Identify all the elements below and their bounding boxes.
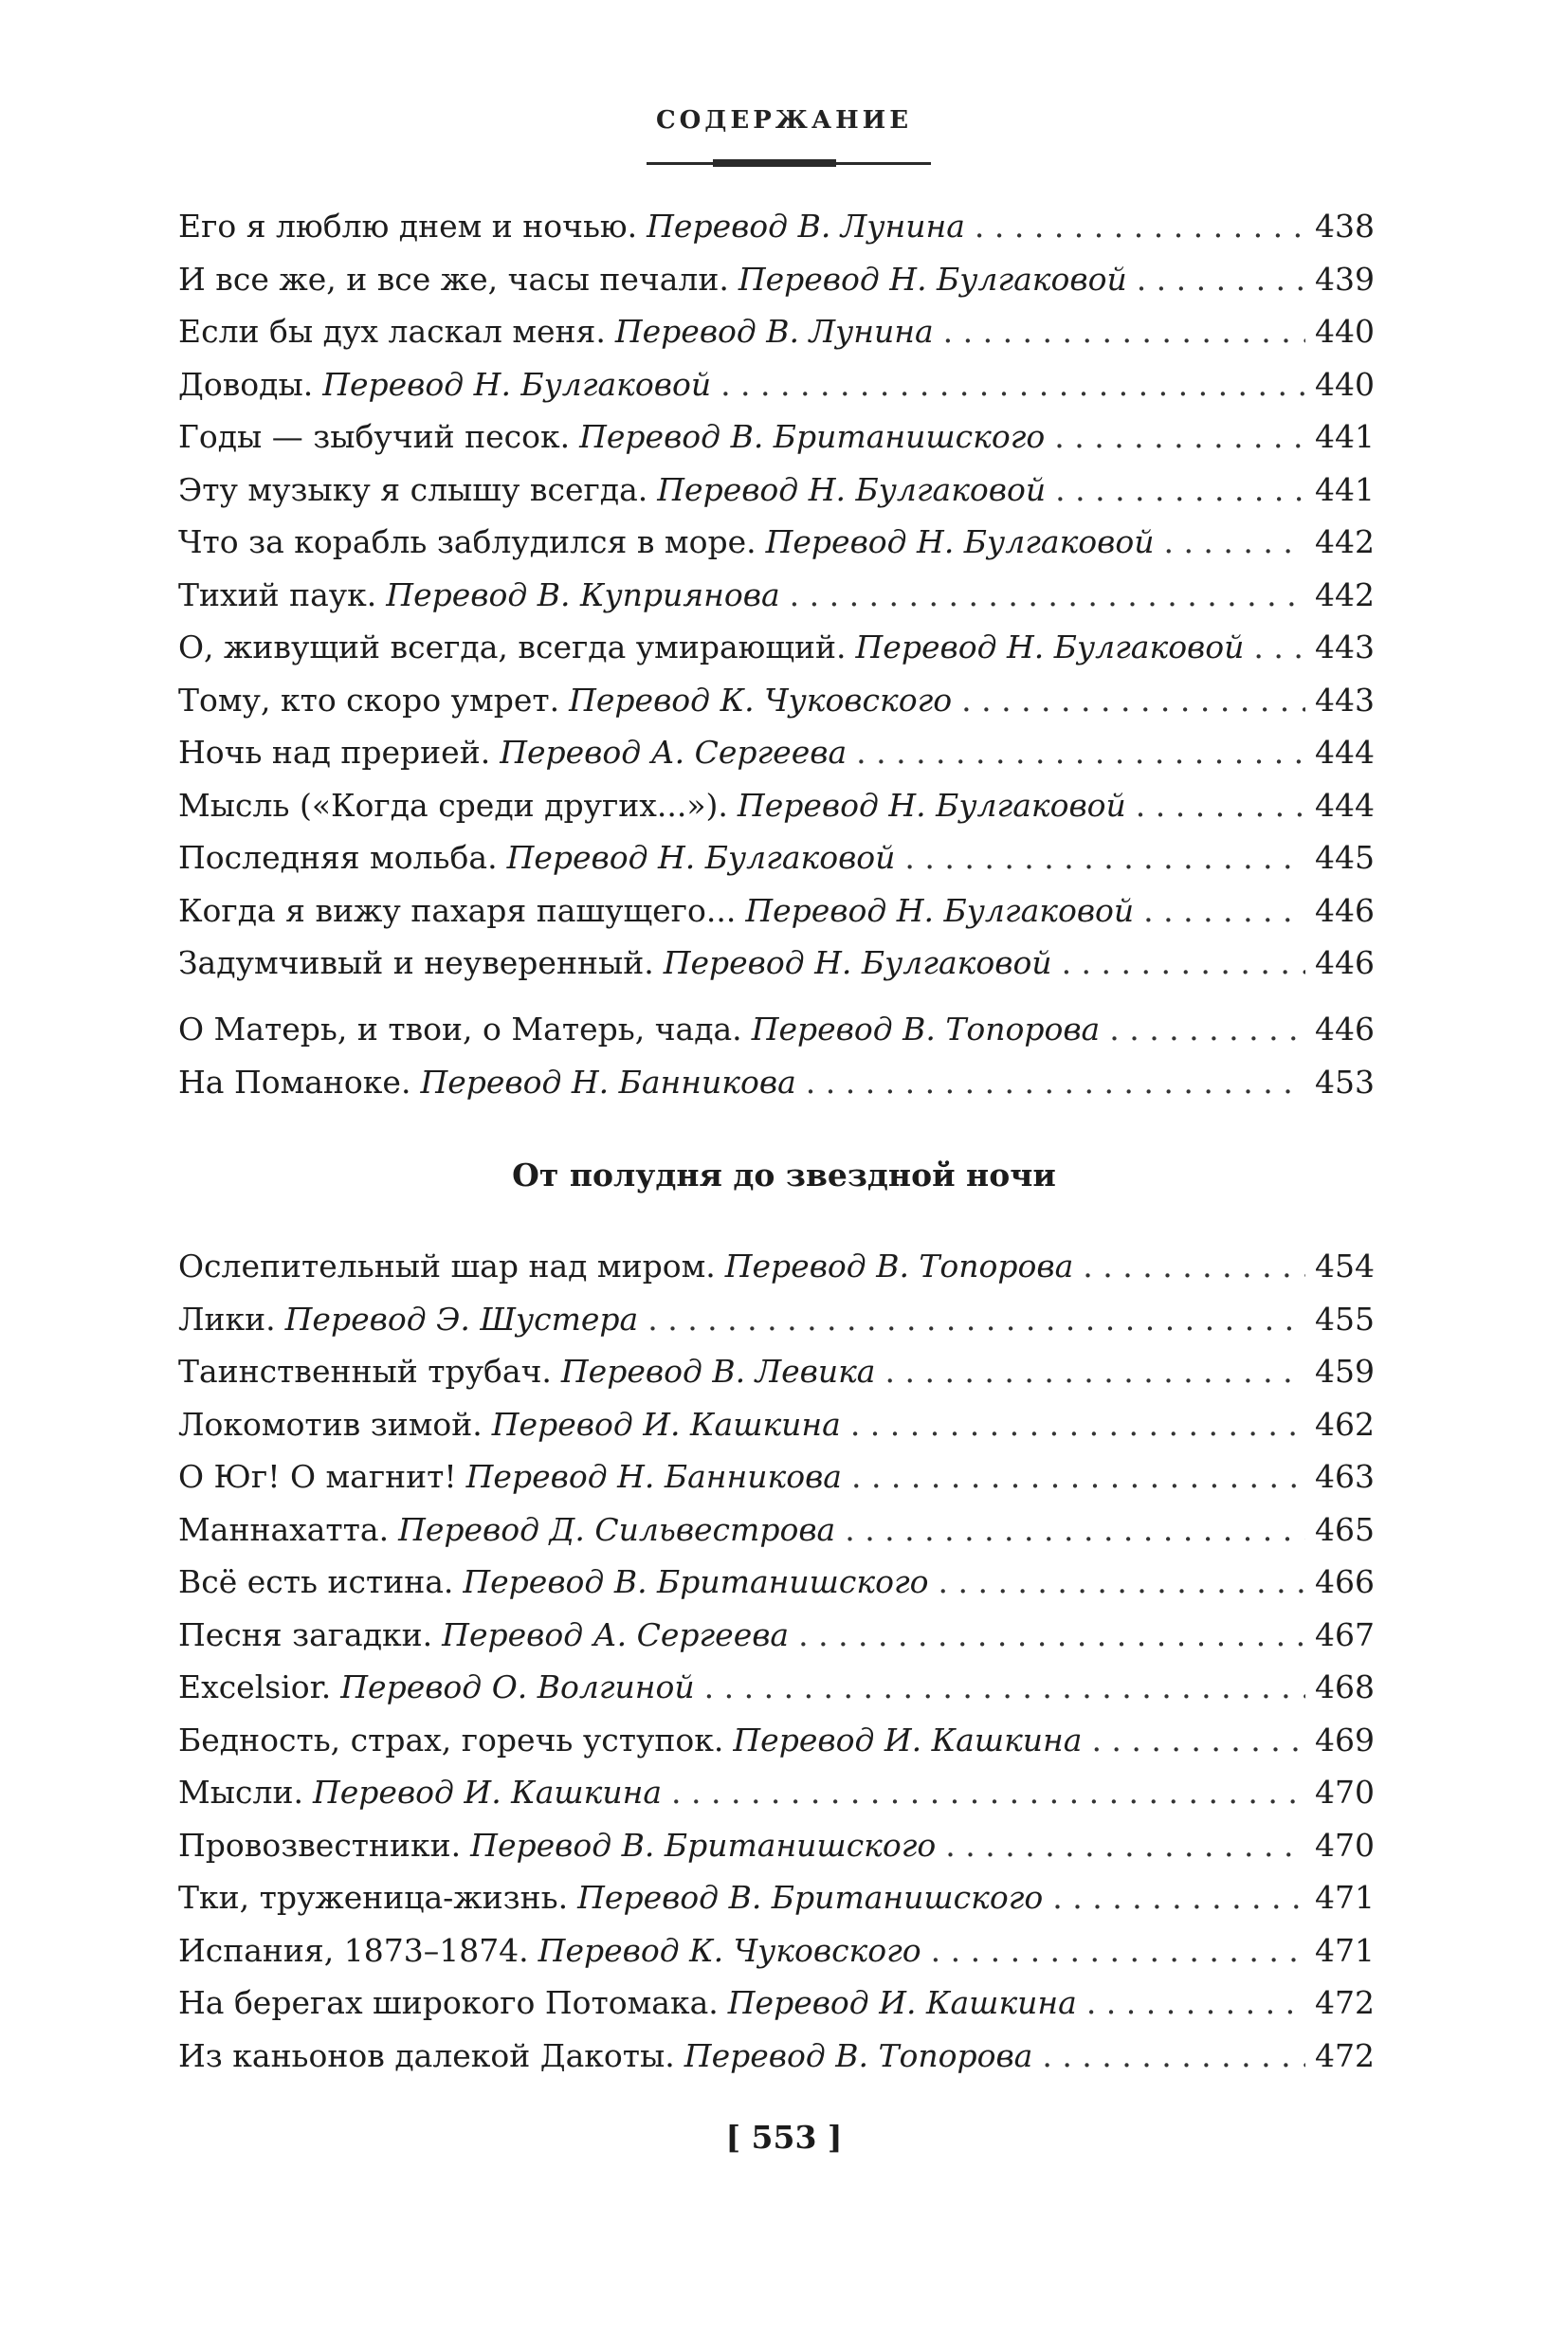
toc-entry-page: 441: [1315, 418, 1375, 455]
toc-entry-translator: Перевод Э. Шустера: [284, 1300, 639, 1338]
dot-leader: [975, 200, 1305, 252]
dot-leader: [931, 1924, 1305, 1977]
toc-entry-translator: Перевод Н. Булгаковой: [738, 260, 1127, 298]
toc-entry-title: Лики.: [178, 1300, 276, 1338]
toc-entry-page: 446: [1315, 944, 1375, 981]
toc-entry-translator: Перевод Д. Сильвестрова: [398, 1510, 836, 1548]
toc-entry-title: Если бы дух ласкал меня.: [178, 313, 606, 350]
header-rule-accent: [713, 159, 836, 167]
toc-entry: [178, 200, 1375, 253]
toc-entry: [178, 1504, 1375, 1557]
dot-leader: [961, 674, 1305, 726]
toc-entry-translator: Перевод Н. Булгаковой: [322, 365, 712, 403]
section-heading: От полудня до звездной ночи: [512, 1157, 1056, 1194]
toc-entry-page: 470: [1315, 1826, 1375, 1864]
toc-entry-translator: Перевод А. Сергеева: [500, 734, 848, 771]
toc-entry-page: 444: [1315, 734, 1375, 771]
dot-leader: [1109, 1003, 1305, 1055]
toc-entry-page: 455: [1315, 1300, 1375, 1338]
toc-entry-page: 443: [1315, 629, 1375, 665]
toc-entry: [178, 621, 1375, 674]
toc-entry-title: Бедность, страх, горечь уступок.: [178, 1721, 724, 1759]
toc-entry-title: Тихий паук.: [178, 575, 377, 613]
running-header: [0, 106, 1568, 135]
toc-entry-page: 466: [1315, 1563, 1375, 1600]
toc-entry: [178, 516, 1375, 569]
toc-entry-translator: Перевод В. Британишского: [463, 1563, 929, 1600]
toc-entry-title: О Матерь, и твои, о Матерь, чада.: [178, 1011, 742, 1048]
toc-entry-page: 446: [1315, 891, 1375, 929]
toc-entry-title: Всё есть истина.: [178, 1563, 454, 1600]
toc-entry-title: О, живущий всегда, всегда умирающий.: [178, 629, 847, 665]
toc-entry: [178, 1714, 1375, 1767]
toc-entry: [178, 1871, 1375, 1924]
toc-entry-title: Тому, кто скоро умрет.: [178, 681, 560, 719]
toc-entry-translator: Перевод И. Кашкина: [733, 1721, 1083, 1759]
toc-entry-page: 439: [1315, 260, 1375, 298]
toc-entry-page: 467: [1315, 1615, 1375, 1653]
toc-entry-translator: Перевод И. Кашкина: [312, 1774, 663, 1811]
toc-entry: [178, 779, 1375, 832]
toc-entry: [178, 1766, 1375, 1819]
dot-leader: [943, 305, 1305, 357]
toc-entry-translator: Перевод В. Лунина: [647, 208, 965, 245]
dot-leader: [798, 1609, 1305, 1661]
toc-entry-translator: Перевод Н. Булгаковой: [765, 523, 1155, 560]
dot-leader: [851, 1450, 1305, 1503]
dot-leader: [1055, 464, 1305, 516]
dot-leader: [1163, 516, 1305, 568]
dot-leader: [904, 831, 1305, 884]
toc-entry-title: Доводы.: [178, 365, 314, 403]
toc-entry: [178, 1977, 1375, 2030]
toc-entry: [178, 253, 1375, 306]
dot-leader: [720, 358, 1305, 410]
dot-leader: [850, 1398, 1305, 1450]
toc-entry: [178, 569, 1375, 622]
toc-entry-page: 440: [1315, 313, 1375, 350]
toc-entry: [178, 2030, 1375, 2083]
dot-leader: [1091, 1714, 1305, 1766]
toc-entry: [178, 1293, 1375, 1346]
toc-entry-translator: Перевод В. Британишского: [579, 418, 1046, 455]
toc-entry-title: Тки, труженица-жизнь.: [178, 1879, 569, 1916]
toc-entry: [178, 884, 1375, 938]
toc-entry-page: 442: [1315, 523, 1375, 560]
toc-entry: [178, 1056, 1375, 1109]
toc-entry: [178, 358, 1375, 411]
toc-entry-translator: Перевод В. Топорова: [724, 1248, 1074, 1285]
toc-entry-translator: Перевод Н. Банникова: [420, 1063, 796, 1101]
toc-entry: [178, 1003, 1375, 1056]
dot-leader: [1052, 1871, 1305, 1923]
dot-leader: [647, 1293, 1305, 1345]
toc-entry-translator: Перевод В. Лунина: [614, 313, 934, 350]
toc-entry-title: Маннахатта.: [178, 1510, 390, 1548]
dot-leader: [856, 726, 1305, 778]
dot-leader: [845, 1504, 1305, 1556]
toc-entry-translator: Перевод Н. Булгаковой: [657, 470, 1047, 508]
toc-entry-page: 463: [1315, 1458, 1375, 1495]
dot-leader: [1083, 1240, 1305, 1292]
toc-entry-title: Мысли.: [178, 1774, 303, 1811]
toc-entry-page: 442: [1315, 575, 1375, 613]
toc-entry: [178, 831, 1375, 884]
toc-entry-title: Ночь над прерией.: [178, 734, 491, 771]
toc-entry-translator: Перевод В. Британишского: [470, 1826, 937, 1864]
dot-leader: [1137, 253, 1305, 305]
dot-leader: [945, 1819, 1305, 1871]
toc-entry-page: 472: [1315, 1984, 1375, 2021]
toc-entry: [178, 1345, 1375, 1398]
toc-entry-translator: Перевод Н. Булгаковой: [855, 629, 1245, 665]
toc-entry-title: Таинственный трубач.: [178, 1353, 552, 1390]
toc-entry-page: 444: [1315, 786, 1375, 824]
toc-entry-page: 462: [1315, 1405, 1375, 1443]
toc-entry: [178, 464, 1375, 517]
toc-group-3: [178, 1240, 1375, 2082]
toc-entry: [178, 674, 1375, 727]
toc-entry-translator: Перевод В. Левика: [560, 1353, 876, 1390]
toc-entry-translator: Перевод О. Волгиной: [340, 1668, 695, 1705]
toc-entry-title: О Юг! О магнит!: [178, 1458, 457, 1495]
toc-entry-translator: Перевод В. Топорова: [684, 2036, 1033, 2074]
toc-entry-title: Последняя мольба.: [178, 839, 498, 876]
toc-entry-page: 469: [1315, 1721, 1375, 1759]
toc-entry-title: Ослепительный шар над миром.: [178, 1248, 716, 1285]
toc-entry: [178, 1240, 1375, 1293]
dot-leader: [790, 569, 1305, 621]
toc-entry: [178, 937, 1375, 990]
dot-leader: [939, 1556, 1306, 1608]
toc-entry-translator: Перевод И. Кашкина: [727, 1984, 1077, 2021]
toc-entry-translator: Перевод Н. Булгаковой: [663, 944, 1052, 981]
toc-entry-title: Его я люблю днем и ночью.: [178, 208, 638, 245]
toc-entry: [178, 1819, 1375, 1872]
toc-entry-translator: Перевод А. Сергеева: [442, 1615, 790, 1653]
toc-entry-page: 453: [1315, 1063, 1375, 1101]
toc-entry-title: И все же, и все же, часы печали.: [178, 260, 729, 298]
dot-leader: [671, 1766, 1305, 1818]
running-header-title: СОДЕРЖАНИЕ: [655, 106, 913, 135]
toc-entry-title: Мысль («Когда среди других...»).: [178, 786, 728, 824]
toc-entry: [178, 1609, 1375, 1662]
toc-entry-page: 446: [1315, 1011, 1375, 1048]
toc-entry-translator: Перевод Н. Банникова: [465, 1458, 842, 1495]
toc-entry-title: Локомотив зимой.: [178, 1405, 483, 1443]
toc-entry-page: 470: [1315, 1774, 1375, 1811]
toc-entry-page: 459: [1315, 1353, 1375, 1390]
toc-entry-page: 472: [1315, 2036, 1375, 2074]
dot-leader: [1086, 1977, 1305, 2029]
dot-leader: [806, 1056, 1305, 1108]
toc-entry-translator: Перевод К. Чуковского: [569, 681, 953, 719]
toc-entry-translator: Перевод Н. Булгаковой: [745, 891, 1135, 929]
toc-entry: [178, 726, 1375, 779]
toc-entry-title: Испания, 1873–1874.: [178, 1931, 529, 1969]
toc-entry-page: 441: [1315, 470, 1375, 508]
dot-leader: [1054, 410, 1305, 463]
toc-entry-translator: Перевод В. Британишского: [577, 1879, 1044, 1916]
toc-entry-translator: Перевод И. Кашкина: [491, 1405, 841, 1443]
dot-leader: [1143, 884, 1305, 937]
dot-leader: [704, 1661, 1305, 1713]
toc-entry-title: Когда я вижу пахаря пашущего...: [178, 891, 737, 929]
toc-entry: [178, 1556, 1375, 1609]
dot-leader: [1253, 621, 1305, 673]
toc-group-2: [178, 1003, 1375, 1108]
toc-entry-translator: Перевод Н. Булгаковой: [737, 786, 1126, 824]
toc-entry: [178, 1924, 1375, 1977]
toc-entry-title: Эту музыку я слышу всегда.: [178, 470, 648, 508]
dot-leader: [1136, 779, 1305, 831]
page-number: [ 553 ]: [725, 2119, 843, 2156]
toc-entry-title: На берегах широкого Потомака.: [178, 1984, 719, 2021]
toc-group-1: [178, 200, 1375, 990]
toc-entry: [178, 410, 1375, 464]
toc-entry: [178, 1450, 1375, 1504]
toc-entry-title: Из каньонов далекой Дакоты.: [178, 2036, 675, 2074]
toc-entry-page: 465: [1315, 1510, 1375, 1548]
toc-entry-page: 471: [1315, 1879, 1375, 1916]
dot-leader: [1042, 2030, 1305, 2082]
toc-entry-page: 438: [1315, 208, 1375, 245]
toc-entry: [178, 305, 1375, 358]
toc-entry-page: 443: [1315, 681, 1375, 719]
toc-entry-translator: Перевод К. Чуковского: [538, 1931, 921, 1969]
toc-entry-page: 454: [1315, 1248, 1375, 1285]
toc-entry-translator: Перевод Н. Булгаковой: [506, 839, 896, 876]
toc-entry-title: На Поманоке.: [178, 1063, 411, 1101]
toc-entry-page: 445: [1315, 839, 1375, 876]
toc-entry-title: Excelsior.: [178, 1668, 332, 1705]
toc-entry-title: Провозвестники.: [178, 1826, 462, 1864]
toc-entry-title: Что за корабль заблудился в море.: [178, 523, 757, 560]
toc-entry-translator: Перевод В. Топорова: [751, 1011, 1101, 1048]
toc-entry-page: 468: [1315, 1668, 1375, 1705]
toc-entry-title: Задумчивый и неуверенный.: [178, 944, 654, 981]
dot-leader: [1062, 937, 1305, 989]
toc-entry-title: Песня загадки.: [178, 1615, 433, 1653]
toc-entry-translator: Перевод В. Куприянова: [386, 575, 780, 613]
toc-entry-page: 440: [1315, 365, 1375, 403]
toc-entry-title: Годы — зыбучий песок.: [178, 418, 571, 455]
toc-entry: [178, 1398, 1375, 1451]
toc-entry: [178, 1661, 1375, 1714]
dot-leader: [885, 1345, 1306, 1397]
toc-entry-page: 471: [1315, 1931, 1375, 1969]
